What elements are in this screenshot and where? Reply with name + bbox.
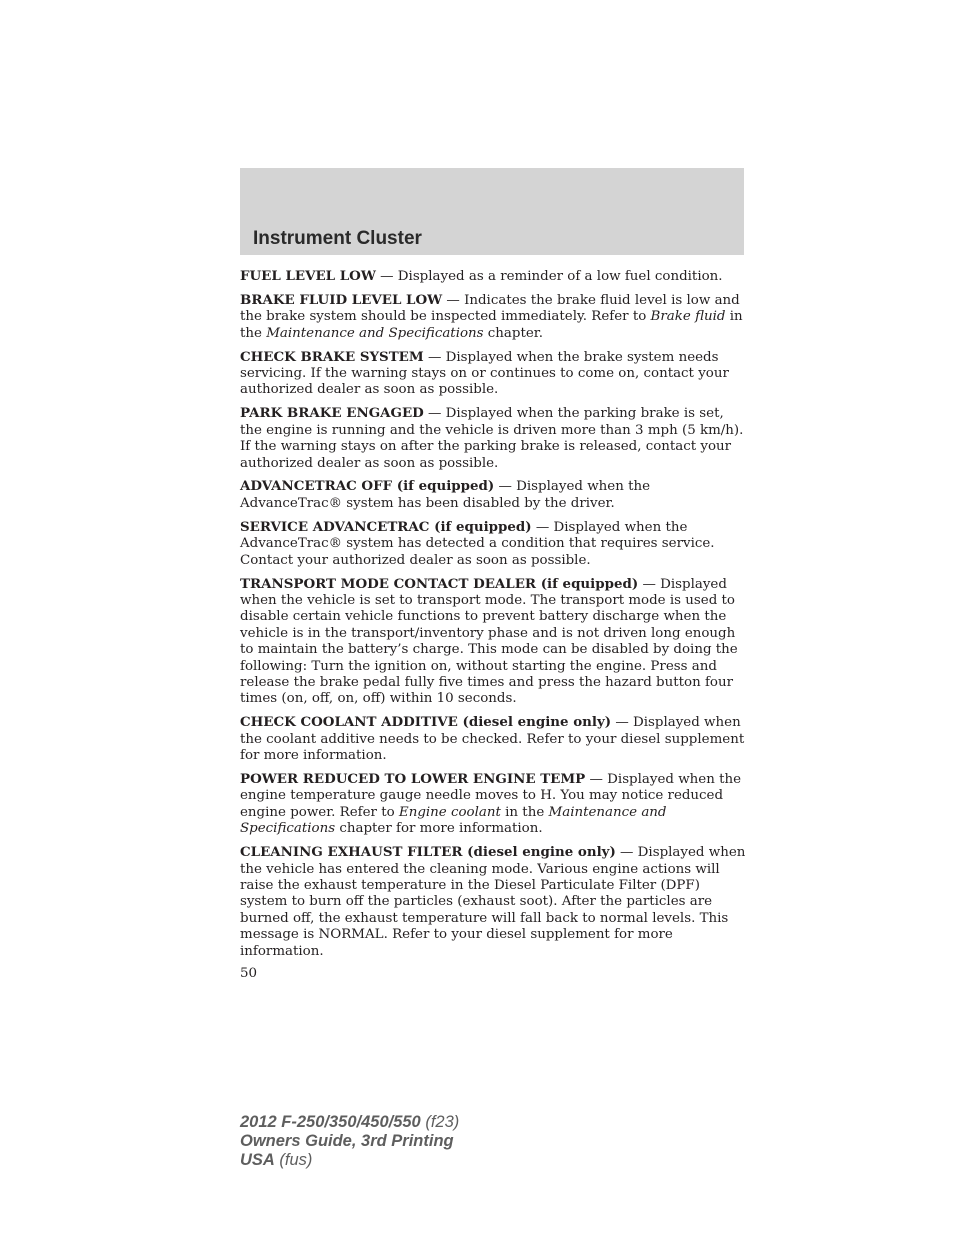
message-description: chapter for more information.	[335, 821, 543, 837]
cross-reference: Brake fluid	[650, 309, 726, 325]
message-term: PARK BRAKE ENGAGED	[240, 405, 424, 422]
message-description: — Displayed when the vehicle has entered the cleaning mode. Various engine actions will raise the exhaust temperature in the Diesel Particulate Filter (DPF) system to burn off the particles (exhaust soot). After the particles are burned off, the exhaust temperature will fall back to normal levels. This message is NORMAL. Refer to your diesel supplement for more information.	[240, 845, 746, 959]
paragraph-list	[240, 268, 746, 960]
message-term: TRANSPORT MODE CONTACT DEALER (if equipped)	[240, 575, 639, 592]
message-description: — Displayed when the brake system needs servicing. If the warning stays on or continues to come on, contact your authorized dealer as soon as possible.	[240, 349, 729, 398]
footer-model-code: (f23)	[420, 1113, 460, 1131]
page-number: 50	[240, 966, 258, 982]
warning-message-entry	[240, 714, 746, 764]
footer-line-guide	[240, 1132, 459, 1151]
cross-reference: Engine coolant	[398, 804, 501, 820]
warning-message-entry	[240, 519, 746, 569]
footer-model: 2012 F-250/350/450/550	[240, 1113, 421, 1131]
section-title: Instrument Cluster	[253, 228, 422, 249]
message-term: CHECK BRAKE SYSTEM	[240, 348, 424, 365]
message-description: — Indicates the brake fluid level is low and the brake system should be inspected immediately. Refer to	[240, 292, 740, 325]
footer-guide: Owners Guide, 3rd Printing	[240, 1132, 454, 1150]
message-description: chapter.	[483, 325, 543, 341]
warning-message-entry	[240, 268, 746, 285]
message-description: — Displayed when the AdvanceTrac® system has detected a condition that requires service. Contact your authorized dealer as soon as possible.	[240, 519, 715, 568]
warning-message-entry	[240, 576, 746, 708]
message-description: — Displayed when the coolant additive needs to be checked. Refer to your diesel supplement for more information.	[240, 715, 745, 764]
footer-line-market	[240, 1151, 459, 1170]
warning-message-entry	[240, 349, 746, 399]
message-term: CLEANING EXHAUST FILTER (diesel engine only)	[240, 844, 616, 861]
warning-message-entry	[240, 292, 746, 342]
message-description: in the	[240, 309, 743, 341]
message-term: BRAKE FLUID LEVEL LOW	[240, 291, 443, 308]
message-description: — Displayed as a reminder of a low fuel condition.	[375, 269, 723, 284]
warning-message-entry	[240, 771, 746, 838]
footer-line-model	[240, 1113, 459, 1132]
section-header-band	[240, 168, 744, 255]
document-footer	[240, 1113, 459, 1170]
footer-market-code: (fus)	[274, 1151, 313, 1169]
footer-market: USA	[240, 1151, 275, 1169]
message-description: in the	[500, 804, 549, 820]
cross-reference: Maintenance and Specifications	[266, 325, 484, 341]
message-term: FUEL LEVEL LOW	[240, 268, 376, 284]
document-body	[240, 268, 746, 983]
message-description: — Displayed when the engine temperature gauge needle moves to H. You may notice reduced engine power. Refer to	[240, 771, 742, 820]
message-term: POWER REDUCED TO LOWER ENGINE TEMP	[240, 770, 586, 787]
cross-reference: Maintenance and Specifications	[240, 804, 667, 837]
warning-message-entry	[240, 405, 746, 472]
message-term: CHECK COOLANT ADDITIVE (diesel engine only)	[240, 714, 612, 731]
warning-message-entry	[240, 478, 746, 512]
message-term: ADVANCETRAC OFF (if equipped)	[240, 478, 495, 495]
message-description: — Displayed when the vehicle is set to transport mode. The transport mode is used to disable certain vehicle functions to prevent battery discharge when the vehicle is in the transport/inventory phase and is not driven long enough to maintain the battery’s charge. This mode can be disabled by doing the following: Turn the ignition on, without starting the engine. Press and release the brake pedal fully five times and press the hazard button four times (on, off, on, off) within 10 seconds.	[240, 576, 738, 707]
warning-message-entry	[240, 844, 746, 960]
message-description: — Displayed when the AdvanceTrac® system has been disabled by the driver.	[240, 479, 651, 511]
message-term: SERVICE ADVANCETRAC (if equipped)	[240, 518, 532, 535]
message-description: — Displayed when the parking brake is set, the engine is running and the vehicle is driven more than 3 mph (5 km/h). If the warning stays on after the parking brake is released, contact your authorized dealer as soon as possible.	[240, 406, 744, 471]
